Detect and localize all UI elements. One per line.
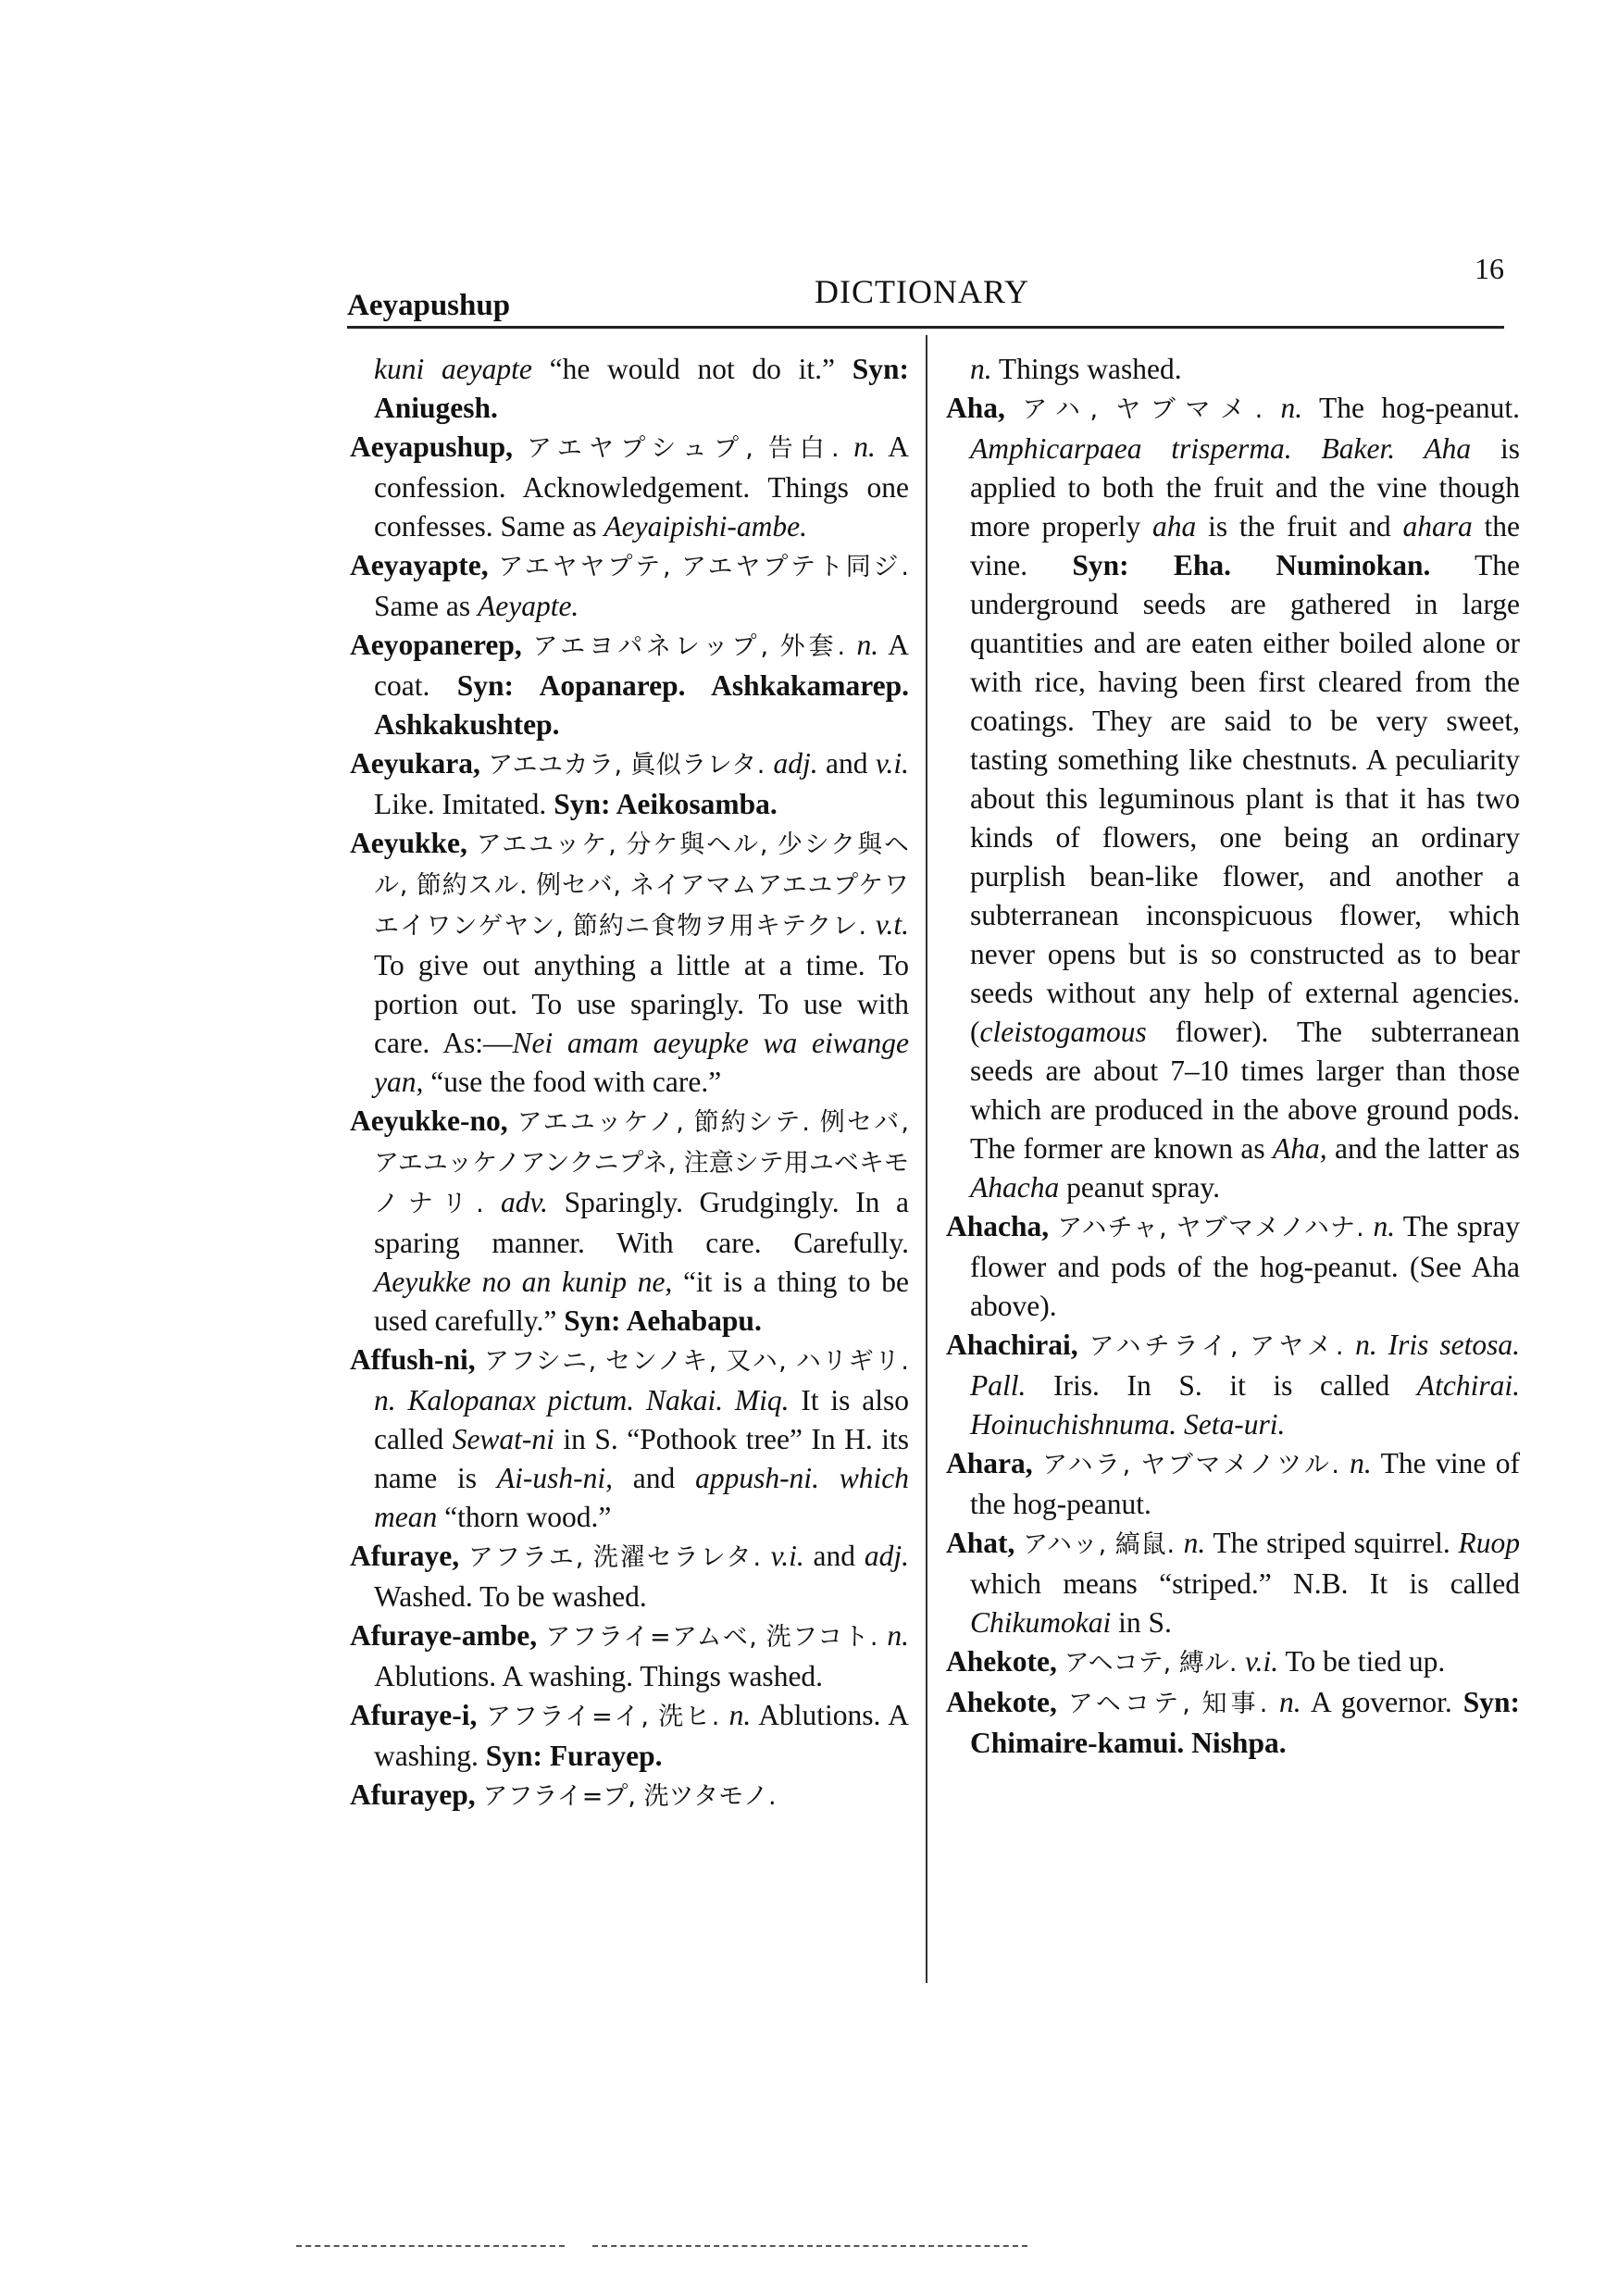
definition-text: peanut spray. — [1059, 1171, 1221, 1204]
italic-text: n. — [1279, 1686, 1301, 1718]
synonym: Syn: Furayep. — [485, 1740, 663, 1772]
japanese-gloss: アフライ=プ, 洗ツタモノ. — [482, 1782, 777, 1811]
definition-text: Sparingly. Grudgingly. In a sparing manner. With care. Carefully. — [374, 1186, 909, 1259]
dictionary-entry — [350, 546, 909, 626]
dictionary-entry — [350, 1102, 909, 1341]
definition-text: “use the food with care.” — [423, 1066, 722, 1098]
definition-text: which means “striped.” N.B. It is called — [970, 1567, 1520, 1600]
definition-text: is applied to both the fruit and the vine though more properly — [970, 432, 1520, 543]
italic-text: n. — [853, 430, 876, 463]
definition-text: and the latter as — [1326, 1132, 1520, 1165]
definition-text: and — [612, 1462, 696, 1494]
definition-text: To give out anything a little at a time. To portion out. To use sparingly. To use with care. As:— — [374, 949, 909, 1059]
italic-text: n. — [970, 353, 992, 385]
italic-text: adj. — [773, 747, 818, 780]
headword: Aeyukara, — [350, 747, 489, 780]
headword: Afuraye, — [350, 1540, 468, 1572]
italic-text: v.i. — [770, 1540, 804, 1572]
japanese-gloss: アハラ, ヤブマメノツル. — [1042, 1451, 1350, 1479]
headword: Afuraye-i, — [350, 1699, 486, 1731]
definition-text: Ablutions. A washing. — [374, 1699, 909, 1772]
footer-rule-left — [296, 2245, 565, 2247]
italic-text: n. — [1280, 392, 1303, 424]
japanese-gloss: アハッ, 縞鼠. — [1023, 1530, 1184, 1559]
italic-text: n. — [1350, 1447, 1372, 1479]
italic-text: aha — [1152, 510, 1197, 543]
japanese-gloss: アフライ=アムベ, 洗フコト. — [545, 1623, 888, 1652]
italic-text: n. — [856, 629, 879, 661]
italic-text: Ai-ush-ni, — [496, 1462, 613, 1494]
italic-text: n. Kalopanax pictum. Nakai. Miq. — [374, 1384, 790, 1416]
italic-text: appush-ni. which mean — [374, 1462, 909, 1533]
definition-text: A governor. — [1301, 1686, 1463, 1718]
synonym: Syn: Aeikosamba. — [554, 788, 778, 820]
headword: Aeyukke, — [350, 827, 477, 859]
italic-text: n. — [887, 1619, 910, 1652]
dictionary-entry — [350, 1537, 909, 1616]
definition-text: Things washed. — [991, 353, 1182, 385]
definition-text: A confession. Acknowledgement. Things one confesses. Same as — [374, 430, 909, 543]
synonym: Syn: Chimaire-kamui. Nishpa. — [970, 1686, 1521, 1759]
definition-text: The striped squirrel. — [1205, 1527, 1459, 1559]
definition-text: and — [817, 747, 876, 780]
headword: Ahara, — [946, 1447, 1043, 1479]
synonym: Syn: Aehabapu. — [564, 1304, 762, 1337]
running-header — [347, 252, 1504, 329]
definition-text: the vine. — [970, 510, 1521, 581]
italic-text: Aha, — [1272, 1132, 1327, 1165]
japanese-gloss: アエユッケノ, 節約シテ. 例セバ, アエユッケノアンクニプネ, 注意シテ用ユベキモノナリ. — [374, 1108, 909, 1218]
japanese-gloss: アフライ=イ, 洗ヒ. — [485, 1703, 729, 1731]
headword: Aeyukke-no, — [350, 1104, 517, 1137]
definition-text: The vine of the hog-peanut. — [970, 1447, 1520, 1520]
japanese-gloss: アヘコテ, 縛ル. — [1064, 1649, 1245, 1678]
header-guide-word: Aeyapushup — [347, 289, 511, 322]
dictionary-entry — [946, 389, 1520, 1207]
japanese-gloss: アヘコテ, 知事. — [1067, 1690, 1280, 1718]
definition-text: The underground seeds are gathered in large quantities and are eaten either boiled alone or with rice, having been first cleared from the coatings. They are said to be very sweet, tasting something like chestnuts. A peculiarity about this leguminous plant is that it has two kinds of flowers, one being an ordinary purplish bean-like flower, and another a subterranean inconspicuous flower, which never opens but is so constructed as to bear seeds without any help of external agencies. ( — [970, 549, 1521, 1048]
japanese-gloss: アフシニ, センノキ, 又ハ, ハリギリ. — [483, 1347, 909, 1376]
headword: Afurayep, — [350, 1778, 483, 1811]
dictionary-entry — [350, 1616, 909, 1696]
definition-text: Iris. In S. it is called — [1026, 1369, 1417, 1402]
italic-text: n. — [1373, 1210, 1396, 1242]
italic-text: adv. — [501, 1186, 549, 1218]
italic-text: Nei amam aeyupke wa eiwange yan, — [374, 1027, 909, 1098]
page-number: 16 — [1475, 252, 1504, 285]
dictionary-entry — [350, 1776, 909, 1816]
dictionary-entry — [946, 1444, 1520, 1524]
synonym: Syn: Aniugesh. — [374, 353, 909, 424]
definition-text: in S. — [1111, 1606, 1172, 1639]
definition-text: A coat. — [374, 629, 909, 702]
dictionary-entry — [946, 1524, 1520, 1642]
definition-text: Same as — [374, 590, 478, 622]
italic-text: Chikumokai — [970, 1606, 1112, 1639]
right-column — [946, 350, 1520, 1763]
italic-text: Atchirai. Hoinuchishnuma. Seta-uri. — [970, 1369, 1520, 1441]
headword: Ahachirai, — [946, 1329, 1089, 1361]
headword: Aeyapushup, — [350, 430, 528, 463]
synonym: Syn: Eha. Numinokan. — [1072, 549, 1431, 581]
definition-text: is the fruit and — [1196, 510, 1403, 543]
definition-text: Washed. To be washed. — [374, 1580, 647, 1613]
dictionary-entry — [350, 626, 909, 744]
dictionary-entry — [350, 1341, 909, 1537]
italic-text: n. — [728, 1699, 752, 1731]
headword: Affush-ni, — [350, 1343, 484, 1376]
definition-text: and — [803, 1540, 865, 1572]
dictionary-entry — [946, 1326, 1520, 1444]
entry-continuation — [946, 350, 1520, 389]
synonym: Syn: Aopanarep. Ashkakamarep. Ashkakushtep. — [374, 669, 910, 741]
headword: Aha, — [946, 392, 1023, 424]
dictionary-entry — [946, 1642, 1520, 1683]
italic-text: v.i. — [875, 747, 910, 780]
headword: Ahacha, — [946, 1210, 1058, 1242]
dictionary-entry — [946, 1207, 1520, 1326]
italic-text: cleistogamous — [979, 1016, 1147, 1048]
headword: Afuraye-ambe, — [350, 1619, 546, 1652]
headword: Aeyopanerep, — [350, 629, 533, 661]
definition-text: To be tied up. — [1278, 1645, 1446, 1678]
italic-text: Ruop — [1458, 1527, 1521, 1559]
italic-text: kuni aeyapte — [374, 353, 532, 385]
italic-text: adj. — [864, 1540, 909, 1572]
italic-text: v.t. — [875, 908, 909, 941]
dictionary-entry — [946, 1683, 1520, 1763]
japanese-gloss: アエユッケ, 分ケ與ヘル, 少シク與ヘル, 節約スル. 例セバ, ネイアマムアエユプケワエイワンゲヤン, 節約ニ食物ヲ用キテクレ. — [374, 830, 909, 941]
japanese-gloss: アエヤヤプテ, アエヤプテト同ジ. — [498, 553, 909, 581]
dictionary-entry — [350, 1696, 909, 1776]
italic-text: v.i. — [1245, 1645, 1279, 1678]
definition-text: “it is a thing to be used carefully.” — [374, 1266, 909, 1337]
definition-text: in S. “Pothook tree” In H. its name is — [374, 1423, 909, 1494]
definition-text: “thorn wood.” — [437, 1501, 612, 1533]
italic-text: Amphicarpaea trisperma. Baker. Aha — [970, 432, 1472, 465]
definition-text: The hog-peanut. — [1302, 392, 1521, 424]
definition-text: flower). The subterranean seeds are about 7–10 times larger than those which are produced in the above ground pods. The former are known as — [970, 1016, 1520, 1165]
italic-text: Ahacha — [970, 1171, 1060, 1204]
definition-text: Like. Imitated. — [374, 788, 554, 820]
headword: Aeyayapte, — [350, 549, 499, 581]
headword: Ahekote, — [946, 1686, 1068, 1718]
definition-text: The spray flower and pods of the hog-peanut. (See Aha above). — [970, 1210, 1521, 1322]
footer-rule-center — [592, 2245, 1027, 2247]
dictionary-entry — [350, 744, 909, 824]
header-title: DICTIONARY — [815, 273, 1029, 310]
left-column — [350, 350, 909, 1816]
dictionary-entry — [350, 428, 909, 546]
japanese-gloss: アハ, ヤブマメ. — [1022, 395, 1281, 424]
column-divider — [926, 335, 927, 1983]
definition-text: Ablutions. A washing. Things washed. — [374, 1660, 824, 1692]
japanese-gloss: アエユカラ, 眞似ラレタ. — [488, 751, 774, 780]
headword: Ahekote, — [946, 1645, 1064, 1678]
dictionary-entry — [350, 824, 909, 1102]
japanese-gloss: アエヨパネレップ, 外套. — [532, 632, 857, 661]
headword: Ahat, — [946, 1527, 1024, 1559]
japanese-gloss: アハチライ, アヤメ. — [1089, 1332, 1356, 1361]
italic-text: Sewat-ni — [452, 1423, 554, 1455]
italic-text: ahara — [1402, 510, 1473, 543]
italic-text: Aeyapte. — [477, 590, 579, 622]
italic-text: n. — [1183, 1527, 1206, 1559]
italic-text: Aeyaipishi-ambe. — [604, 510, 807, 543]
japanese-gloss: アハチャ, ヤブマメノハナ. — [1057, 1214, 1374, 1242]
definition-text: It is also called — [374, 1384, 909, 1455]
japanese-gloss: アフラエ, 洗濯セラレタ. — [467, 1543, 771, 1572]
entry-continuation — [350, 350, 909, 428]
italic-text: Aeyukke no an kunip ne, — [374, 1266, 673, 1298]
japanese-gloss: アエヤプシュプ, 告白. — [527, 434, 854, 463]
definition-text: “he would not do it.” — [531, 353, 853, 385]
italic-text: n. Iris setosa. Pall. — [970, 1329, 1520, 1402]
